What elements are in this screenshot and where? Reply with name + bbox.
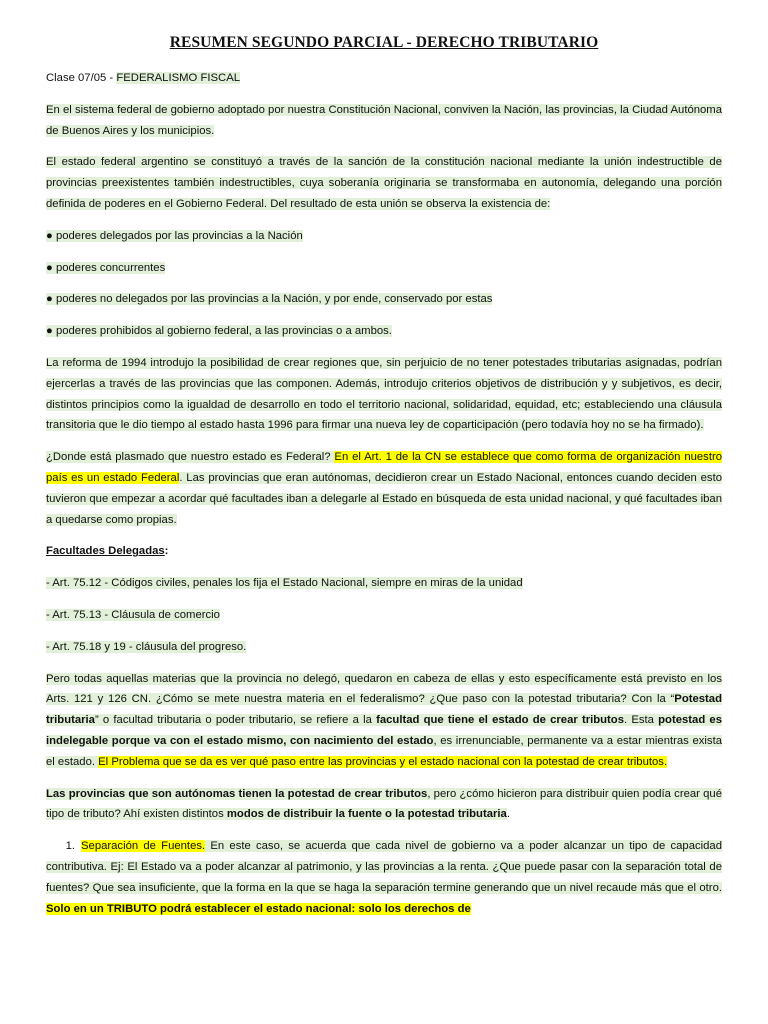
facultades-heading xyxy=(46,541,722,562)
article-item xyxy=(46,637,722,658)
bullet-text: ● poderes delegados por las provincias a la Nación xyxy=(46,229,303,242)
bold-text: modos de distribuir la fuente o la potestad tributaria xyxy=(226,808,507,821)
class-topic: FEDERALISMO FISCAL xyxy=(116,72,241,84)
paragraph-potestad xyxy=(46,669,722,773)
bullet-item xyxy=(46,321,722,342)
class-date: Clase 07/05 - xyxy=(46,72,117,84)
bullet-item xyxy=(46,226,722,247)
bold-text: facultad que tiene el estado de crear tributos xyxy=(376,714,624,727)
bullet-text: ● poderes concurrentes xyxy=(46,261,166,274)
highlighted-text: El Problema que se da es ver qué paso entre las provincias y el estado nacional con la potestad de crear tributos. xyxy=(98,755,668,768)
bold-text: Las provincias que son autónomas tienen la potestad de crear tributos xyxy=(46,787,428,800)
paragraph-federal-question xyxy=(46,447,722,530)
paragraph-text: El estado federal argentino se constituyó a través de la sanción de la constitución nacional mediante la unión indestructible de provincias preexistentes también indestructibles, cuya soberanía originaria se transformaba en autonomía, delegando una porción definida de poderes en el Gobierno Federal. Del resultado de esta unión se observa la existencia de: xyxy=(46,156,722,210)
paragraph-text: , pero ¿cómo hicieron para distribuir quien podía crear qué tipo de tributo? Ahí existen distintos xyxy=(46,787,722,821)
section-heading: Facultades Delegadas xyxy=(46,545,165,558)
paragraph-federal-state xyxy=(46,152,722,214)
bullet-item xyxy=(46,258,722,279)
bullet-text: ● poderes no delegados por las provincias a la Nación, y por ende, conservado por estas xyxy=(46,293,493,306)
paragraph-text: La reforma de 1994 introdujo la posibilidad de crear regiones que, sin perjuicio de no tener potestades tributarias asignadas, podrían ejercerlas a través de las provincias que las componen. Además, introdujo criterios objetivos de distribución y y subjetivos, es decir, distintos principios como la igualdad de desarrollo en todo el territorio nacional, solidaridad, equidad, etc; estableciendo una cláusula transitoria que le dio tiempo al estado hasta 1996 para firmar una nueva ley de coparticipación (pero todavía hoy no se ha firmado). xyxy=(46,356,722,432)
paragraph-text: Pero todas aquellas materias que la provincia no delegó, quedaron en cabeza de ellas y esto específicamente está previsto en los Arts. 121 y 126 CN. ¿Cómo se mete nuestra materia en el federalismo? ¿Que paso con la potestad tributaria? Con la “ xyxy=(46,672,722,706)
article-text: - Art. 75.18 y 19 - cláusula del progreso. xyxy=(46,640,247,653)
paragraph-reform-1994 xyxy=(46,353,722,436)
article-item xyxy=(46,605,722,626)
bullet-text: ● poderes prohibidos al gobierno federal, a las provincias o a ambos. xyxy=(46,325,392,338)
paragraph-text: . Esta xyxy=(624,714,659,727)
paragraph-text: . Las provincias que eran autónomas, decidieron crear un Estado Nacional, entonces cuando deciden esto tuvieron que empezar a acordar qué facultades iban a delegarle al Estado en búsqueda de esta unidad nacional, y qué facultades iban a quedarse como propias. xyxy=(46,471,722,526)
paragraph-text: , es irrenunciable, permanente va a estar mientras exista el estado. xyxy=(46,734,722,768)
paragraph-provinces xyxy=(46,784,722,826)
highlighted-bold-text: Solo en un TRIBUTO podrá establecer el estado nacional: solo los derechos de xyxy=(46,902,471,915)
paragraph-text: . xyxy=(506,808,510,821)
article-text: - Art. 75.13 - Cláusula de comercio xyxy=(46,608,220,621)
list-item-separacion-fuentes xyxy=(46,836,722,919)
document-title: RESUMEN SEGUNDO PARCIAL - DERECHO TRIBUTARIO xyxy=(169,34,599,51)
paragraph-federal-system xyxy=(46,100,722,142)
paragraph-text: En este caso, se acuerda que cada nivel de gobierno va a poder alcanzar un tipo de capacidad contributiva. Ej: El Estado va a poder alcanzar al patrimonio, y las provincias a la renta. ¿Que puede pasar con la separación total de fuentes? Que sea insuficiente, que la forma en la que se haga la separación termine generando que un nivel recaude más que el otro. xyxy=(46,840,722,894)
article-text: - Art. 75.12 - Códigos civiles, penales los fija el Estado Nacional, siempre en miras de la unidad xyxy=(46,577,523,590)
paragraph-text: ” o facultad tributaria o poder tributario, se refiere a la xyxy=(94,714,377,727)
question-text: ¿Donde está plasmado que nuestro estado es Federal? xyxy=(46,451,335,464)
bold-text: Potestad tributaria xyxy=(46,693,722,727)
class-heading xyxy=(46,68,722,89)
paragraph-text: En el sistema federal de gobierno adoptado por nuestra Constitución Nacional, conviven la Nación, las provincias, la Ciudad Autónoma de Buenos Aires y los municipios. xyxy=(46,103,722,137)
bullet-item xyxy=(46,289,722,310)
list-number: 1. xyxy=(65,840,75,853)
heading-colon: : xyxy=(164,545,169,558)
highlighted-answer: En el Art. 1 de la CN se establece que como forma de organización nuestro país es un estado Federal xyxy=(46,451,722,484)
article-item xyxy=(46,573,722,594)
bold-text: potestad es indelegable porque va con el estado mismo, con nacimiento del estado xyxy=(46,714,723,747)
highlighted-text: Separación de Fuentes. xyxy=(81,840,206,853)
